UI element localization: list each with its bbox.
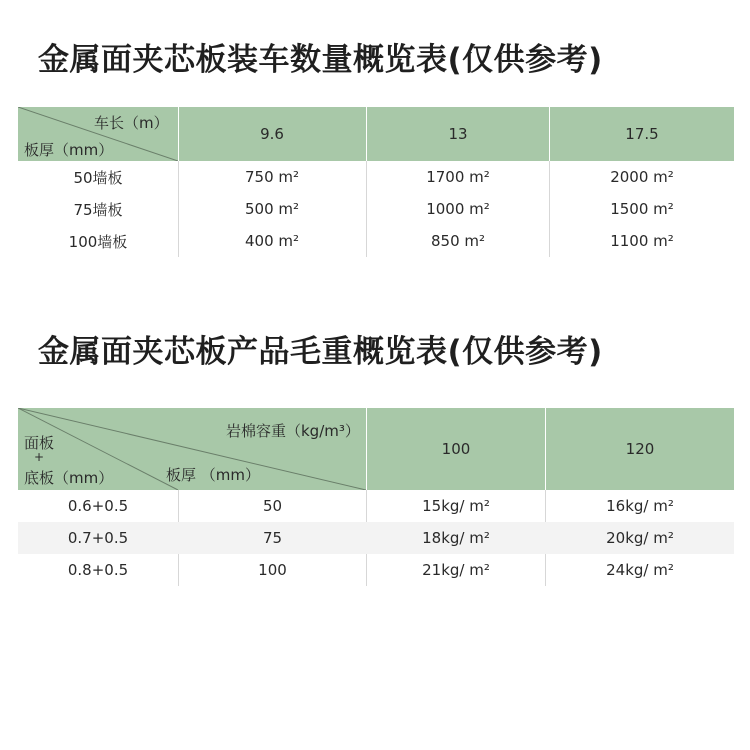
table-row <box>18 522 734 554</box>
table-cell: 750 m² <box>244 168 300 186</box>
table1-body <box>18 161 734 257</box>
table-row <box>18 554 734 586</box>
table-cell: 500 m² <box>244 200 300 218</box>
thickness-cell: 75 <box>262 529 283 547</box>
table-cell: 24kg/ m² <box>606 561 674 579</box>
table2-corner-left-label-2: + <box>34 450 45 464</box>
table-row <box>18 193 734 225</box>
row-label: 100墙板 <box>68 232 128 251</box>
table1-corner-top-label: 车长（m） <box>94 114 169 132</box>
table2-col-header: 120 <box>625 440 655 458</box>
table-row <box>18 490 734 522</box>
table1-col-header: 13 <box>448 125 468 143</box>
table-cell: 18kg/ m² <box>422 529 490 547</box>
panel-spec-cell: 0.6+0.5 <box>67 497 129 515</box>
table1-title: 金属面夹芯板装车数量概览表(仅供参考) <box>38 42 603 78</box>
table-cell: 1000 m² <box>426 200 490 218</box>
table-cell: 21kg/ m² <box>422 561 490 579</box>
row-label: 50墙板 <box>73 168 123 187</box>
table2-title: 金属面夹芯板产品毛重概览表(仅供参考) <box>38 334 603 370</box>
product-weight-table <box>18 408 734 586</box>
table-cell: 20kg/ m² <box>606 529 674 547</box>
panel-spec-cell: 0.8+0.5 <box>67 561 129 579</box>
table1-col-header: 17.5 <box>625 125 659 143</box>
table1-corner-bottom-label: 板厚（mm） <box>24 141 114 159</box>
table-row <box>18 161 734 193</box>
table2-corner-mid-label: 板厚 （mm） <box>166 466 260 484</box>
table2-body <box>18 490 734 586</box>
table-cell: 2000 m² <box>610 168 674 186</box>
table-cell: 850 m² <box>430 232 486 250</box>
table2-corner-left-label-1: 面板 <box>24 434 55 452</box>
table2-col-header: 100 <box>441 440 471 458</box>
truck-capacity-table <box>18 107 734 257</box>
table2-corner-left-label-3: 底板（mm） <box>24 469 114 487</box>
table-cell: 1500 m² <box>610 200 674 218</box>
table2-corner-top-label: 岩棉容重（kg/m³） <box>226 422 360 440</box>
thickness-cell: 50 <box>262 497 283 515</box>
table-row <box>18 225 734 257</box>
table1-col-header: 9.6 <box>260 125 284 143</box>
table-cell: 400 m² <box>244 232 300 250</box>
thickness-cell: 100 <box>258 561 287 579</box>
table-cell: 16kg/ m² <box>606 497 674 515</box>
panel-spec-cell: 0.7+0.5 <box>67 529 129 547</box>
table1-header <box>18 107 734 161</box>
table-cell: 1700 m² <box>426 168 490 186</box>
row-label: 75墙板 <box>73 200 123 219</box>
table-cell: 15kg/ m² <box>422 497 490 515</box>
table2-header <box>18 408 734 490</box>
table-cell: 1100 m² <box>610 232 674 250</box>
